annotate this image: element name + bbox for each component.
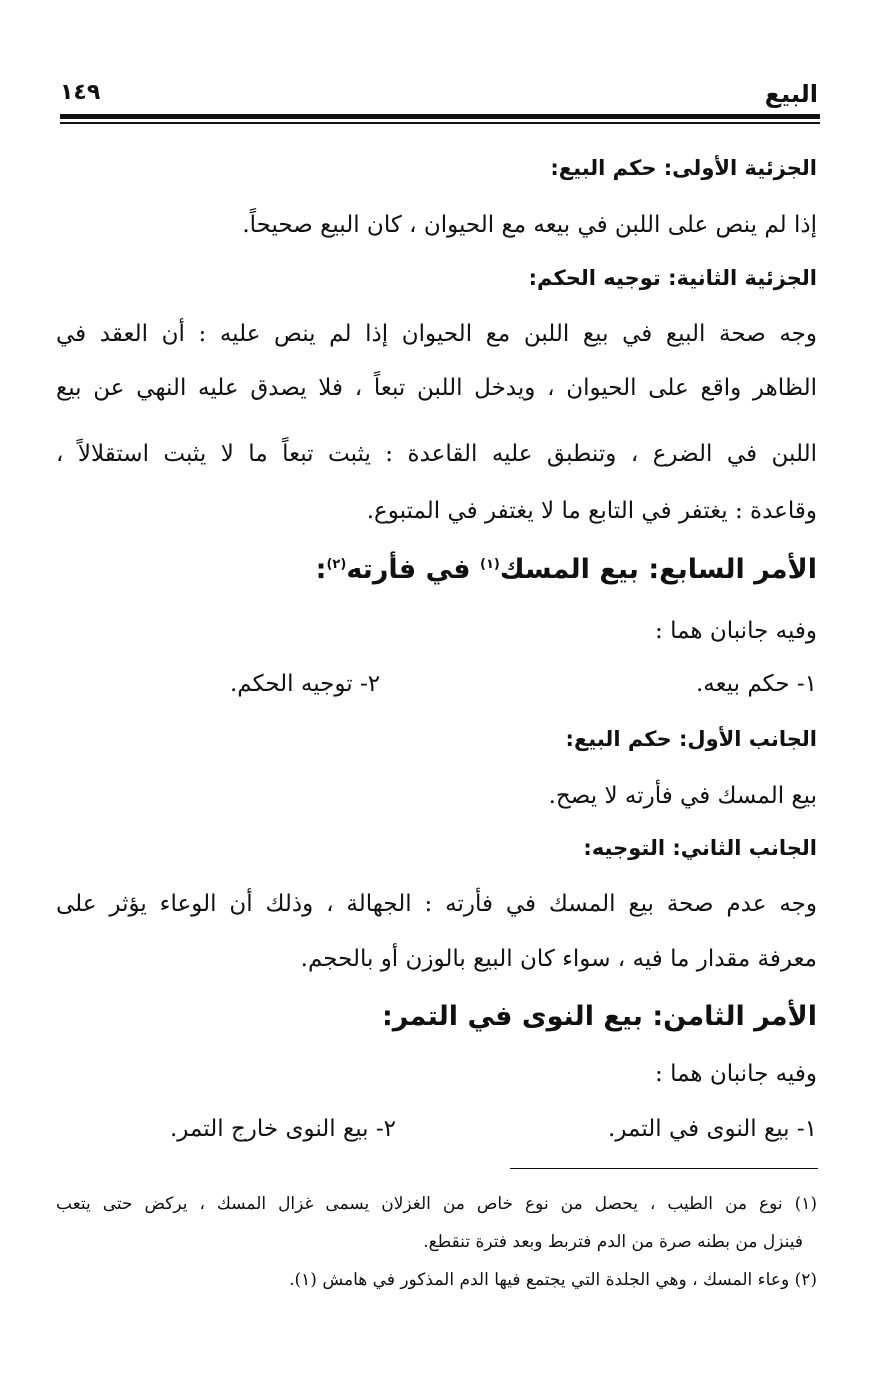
paragraph-line: وفيه جانبان هما : [655, 1061, 817, 1087]
subheading-second-part: الجزئية الثانية: توجيه الحكم: [528, 266, 817, 290]
header-rule-thick [60, 114, 820, 119]
footnote-1-continued: فينزل من بطنه صرة من الدم فتربط وبعد فترة تنقطع. [423, 1232, 803, 1252]
list-item: ١- حكم بيعه. [695, 671, 817, 697]
header-rule-thin [60, 122, 820, 124]
paragraph-line: الظاهر واقع على الحيوان ، ويدخل اللبن تبعاً ، فلا يصدق عليه النهي عن بيع [56, 375, 817, 401]
paragraph-line: وجه عدم صحة بيع المسك في فأرته : الجهالة ، وذلك أن الوعاء يؤثر على [56, 891, 817, 917]
footnote-2: (٢) وعاء المسك ، وهي الجلدة التي يجتمع فيها الدم المذكور في هامش (١). [289, 1270, 817, 1290]
section-heading-eighth: الأمر الثامن: بيع النوى في التمر: [381, 1001, 817, 1032]
paragraph-line: وجه صحة البيع في بيع اللبن مع الحيوان إذا لم ينص عليه : أن العقد في [56, 321, 817, 347]
paragraph-line: وفيه جانبان هما : [655, 618, 817, 644]
list-item: ٢- توجيه الحكم. [230, 671, 381, 697]
paragraph-line: إذا لم ينص على اللبن في بيعه مع الحيوان ، كان البيع صحيحاً. [242, 212, 817, 238]
heading-text: في فأرته [346, 554, 480, 585]
paragraph-line: اللبن في الضرع ، وتنطبق عليه القاعدة : يثبت تبعاً ما لا يثبت استقلالاً ، [56, 441, 817, 467]
subheading-first-part: الجزئية الأولى: حكم البيع: [550, 156, 817, 180]
page-number: ١٤٩ [60, 80, 101, 105]
running-header-title: البيع [764, 80, 818, 108]
footnote-1: (١) نوع من الطيب ، يحصل من نوع خاص من الغزلان يسمى غزال المسك ، يركض حتى يتعب [56, 1194, 817, 1214]
paragraph-line: وقاعدة : يغتفر في التابع ما لا يغتفر في المتبوع. [366, 498, 817, 524]
footnote-separator [510, 1168, 818, 1169]
heading-text: : [315, 554, 327, 585]
list-item: ٢- بيع النوى خارج التمر. [170, 1116, 396, 1142]
footnote-marker-2: (٢) [326, 557, 347, 572]
section-heading-seventh [316, 556, 817, 583]
footnote-marker-1: (١) [479, 557, 500, 572]
list-item: ١- بيع النوى في التمر. [608, 1116, 817, 1142]
paragraph-line: بيع المسك في فأرته لا يصح. [548, 783, 817, 809]
subheading-first-side: الجانب الأول: حكم البيع: [565, 727, 817, 751]
paragraph-line: معرفة مقدار ما فيه ، سواء كان البيع بالوزن أو بالحجم. [300, 946, 817, 972]
heading-text: الأمر السابع: بيع المسك [499, 554, 817, 585]
subheading-second-side: الجانب الثاني: التوجيه: [583, 836, 817, 860]
